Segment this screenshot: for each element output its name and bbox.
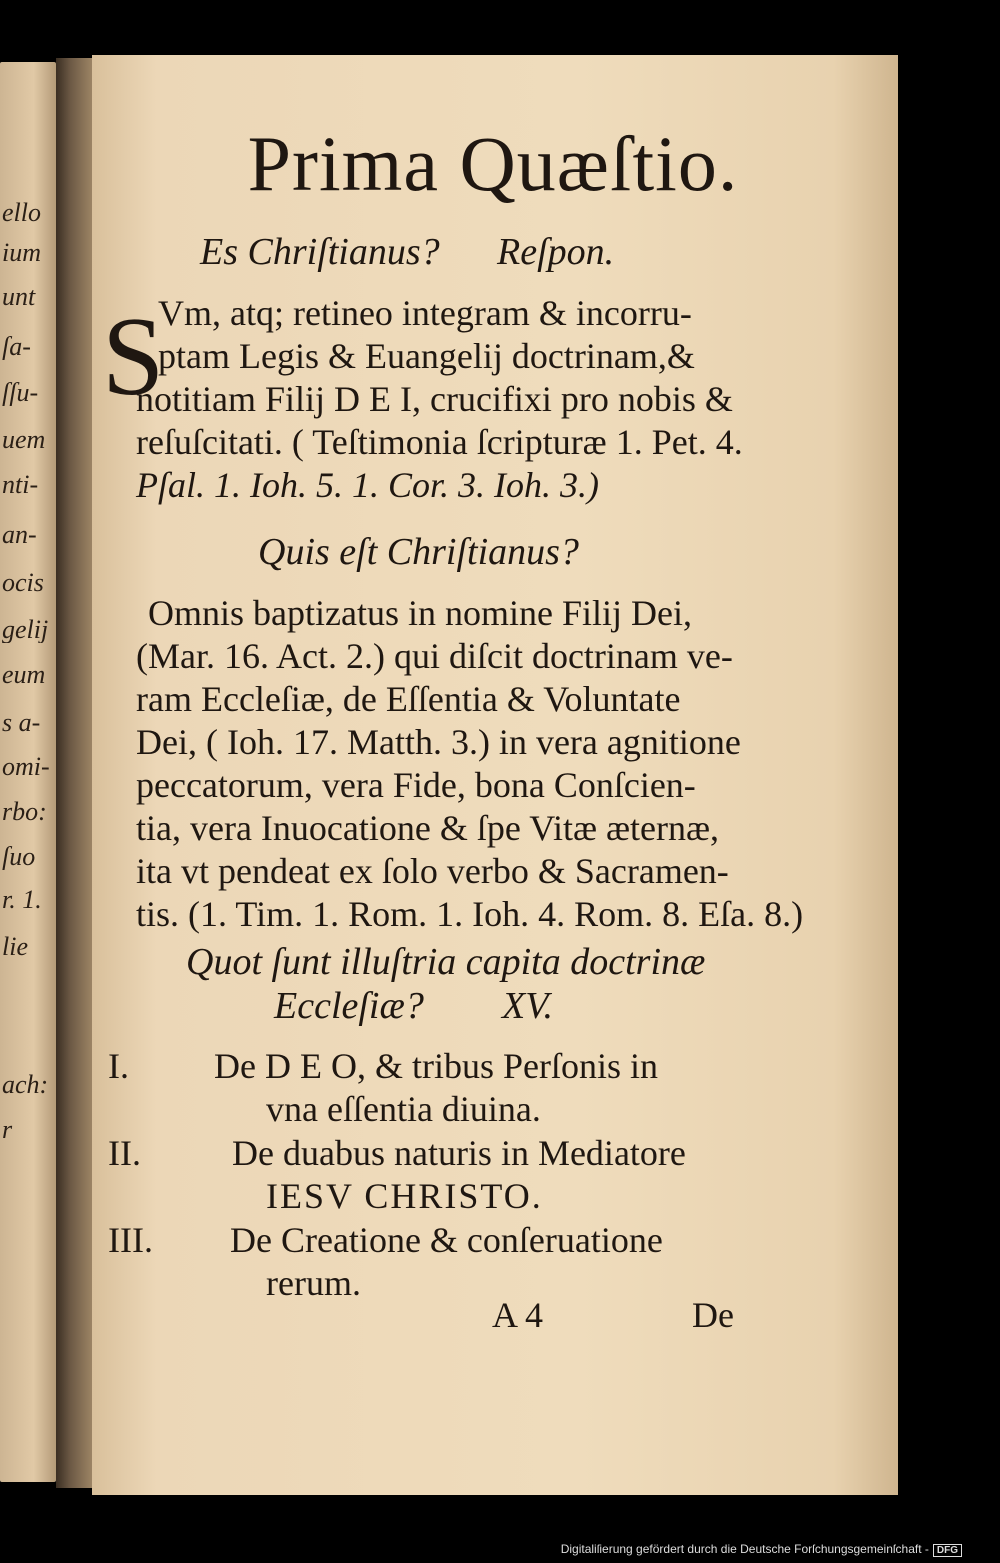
question-heading: Es Chriſtianus? <box>200 231 440 273</box>
left-fragment: nti- <box>2 472 39 498</box>
left-fragment: ach: <box>2 1072 49 1098</box>
digitization-credit <box>561 1542 962 1557</box>
respon-label: Reſpon. <box>497 231 615 273</box>
left-fragment: s a- <box>2 710 41 736</box>
answer-line: ptam Legis & Euangelij doctrinam,& <box>158 336 695 376</box>
catchword: De <box>692 1295 734 1335</box>
left-fragment: lie <box>2 934 28 960</box>
answer-line: tia, vera Inuocatione & ſpe Vitæ æternæ, <box>136 808 720 848</box>
left-fragment: ſſu- <box>2 380 39 406</box>
answer-line: Vm, atq; retineo integram & incorru- <box>158 293 692 333</box>
answer-line: peccatorum, vera Fide, bona Conſcien- <box>136 765 696 805</box>
list-item-line: rerum. <box>266 1263 361 1303</box>
left-fragment: ium <box>2 240 41 266</box>
left-fragment: eum <box>2 662 46 688</box>
answer-line: reſuſcitati. ( Teſtimonia ſcripturæ 1. Pet. 4. <box>136 422 743 462</box>
answer-line: tis. (1. Tim. 1. Rom. 1. Ioh. 4. Rom. 8. Eſa. 8.) <box>136 894 804 934</box>
book-gutter <box>56 58 96 1488</box>
left-fragment: ello <box>2 200 41 226</box>
answer-line: Omnis baptizatus in nomine Filij Dei, <box>148 593 692 633</box>
signature-mark: A 4 <box>492 1295 544 1335</box>
list-number: II. <box>108 1133 141 1173</box>
question-heading: Quis eſt Chriſtianus? <box>258 531 579 573</box>
left-fragment: rbo: <box>2 799 47 825</box>
left-fragment: ſa- <box>2 334 31 360</box>
answer-line: ram Eccleſiæ, de Eſſentia & Voluntate <box>136 679 681 719</box>
left-fragment: ocis <box>2 570 44 596</box>
list-item-line: De Creatione & conſeruatione <box>230 1220 663 1260</box>
answer-line: Pſal. 1. Ioh. 5. 1. Cor. 3. Ioh. 3.) <box>136 465 599 505</box>
list-number: III. <box>108 1220 153 1260</box>
answer-line: ita vt pendeat ex ſolo verbo & Sacramen- <box>136 851 729 891</box>
credit-text: Digitaliſierung gefördert durch die Deutsche Forſchungsgemeinſchaft - <box>560 1542 929 1556</box>
answer-line: (Mar. 16. Act. 2.) qui diſcit doctrinam ve- <box>136 636 733 676</box>
question-heading: Eccleſiæ? <box>274 985 424 1027</box>
list-item-line: vna eſſentia diuina. <box>266 1089 541 1129</box>
left-fragment: uem <box>2 427 46 453</box>
left-fragment: ſuo <box>2 844 36 870</box>
right-page <box>92 55 898 1495</box>
left-fragment: r <box>2 1117 13 1143</box>
question-heading: Quot ſunt illuſtria capita doctrinæ <box>186 941 706 983</box>
page-title: Prima Quæſtio. <box>247 120 739 207</box>
left-fragment: r. 1. <box>2 887 42 913</box>
answer-line: notitiam Filij D E I, crucifixi pro nobis & <box>136 379 733 419</box>
left-fragment: omi- <box>2 754 50 780</box>
answer-line: Dei, ( Ioh. 17. Matth. 3.) in vera agnitione <box>136 722 741 762</box>
list-item-line: IESV CHRISTO. <box>266 1176 543 1216</box>
list-item-line: De D E O, & tribus Perſonis in <box>214 1046 658 1086</box>
left-fragment: gelij <box>2 617 49 643</box>
drop-cap: S <box>102 295 165 419</box>
left-fragment: an- <box>2 522 37 548</box>
left-fragment: unt <box>2 284 36 310</box>
list-number: I. <box>108 1046 129 1086</box>
left-page-edge <box>0 62 56 1482</box>
list-item-line: De duabus naturis in Mediatore <box>232 1133 686 1173</box>
question-answer: XV. <box>502 985 554 1027</box>
dfg-logo: DFG <box>933 1544 962 1557</box>
